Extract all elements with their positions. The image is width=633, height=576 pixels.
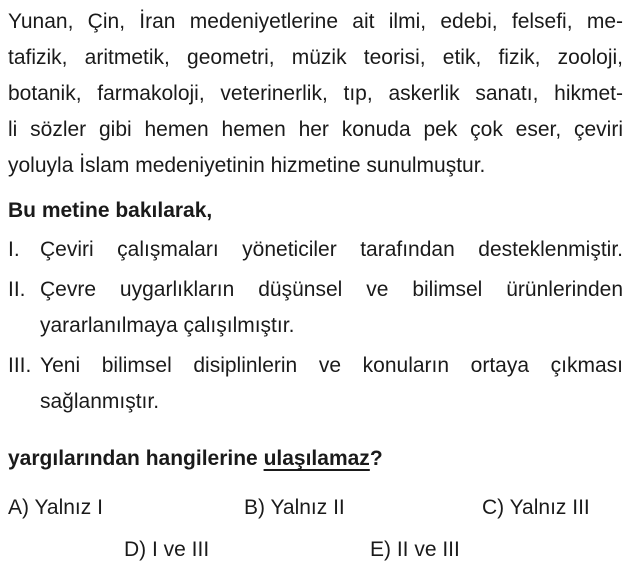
statement-number: I. [8, 238, 20, 261]
passage-line: li sözler gibi hemen hemen her konuda pek çok eser, çeviri [8, 118, 623, 141]
question-prompt [8, 441, 383, 477]
choice-a[interactable]: A) Yalnız I [8, 496, 103, 519]
passage-line: tafizik, aritmetik, geometri, müzik teorisi, etik, fizik, zooloji, [8, 46, 623, 69]
statement-text: Çevre uygarlıkların düşünsel ve bilimsel ürünlerinden [40, 278, 623, 301]
passage-line: yoluyla İslam medeniyetinin hizmetine sunulmuştur. [8, 154, 486, 177]
choice-e[interactable]: E) II ve III [370, 538, 460, 561]
question-prefix: yargılarından hangilerine [8, 447, 264, 470]
statement-list [8, 232, 623, 424]
choice-d[interactable]: D) I ve III [124, 538, 210, 561]
statement-text: yararlanılmaya çalışılmıştır. [40, 314, 295, 337]
statement-text: sağlanmıştır. [40, 390, 160, 413]
statement-number: II. [8, 278, 26, 301]
statement-text: Çeviri çalışmaları yöneticiler tarafından desteklenmiştir. [40, 238, 623, 261]
question-suffix: ? [369, 447, 383, 470]
statement-i [8, 232, 623, 268]
statement-number: III. [8, 354, 32, 377]
passage [8, 4, 623, 184]
passage-line: Yunan, Çin, İran medeniyetlerine ait ilmi, edebi, felsefi, me- [8, 10, 623, 33]
question-emphasis: ulaşılamaz [263, 447, 370, 470]
statement-text: Yeni bilimsel disiplinlerin ve konuların ortaya çıkması [40, 354, 623, 377]
statement-ii [8, 272, 623, 344]
choice-c[interactable]: C) Yalnız III [482, 496, 590, 519]
passage-line: botanik, farmakoloji, veterinerlik, tıp, askerlik sanatı, hikmet- [8, 82, 623, 105]
choice-b[interactable]: B) Yalnız II [244, 496, 345, 519]
question-stem: Bu metine bakılarak, [8, 199, 213, 222]
statement-iii [8, 348, 623, 420]
